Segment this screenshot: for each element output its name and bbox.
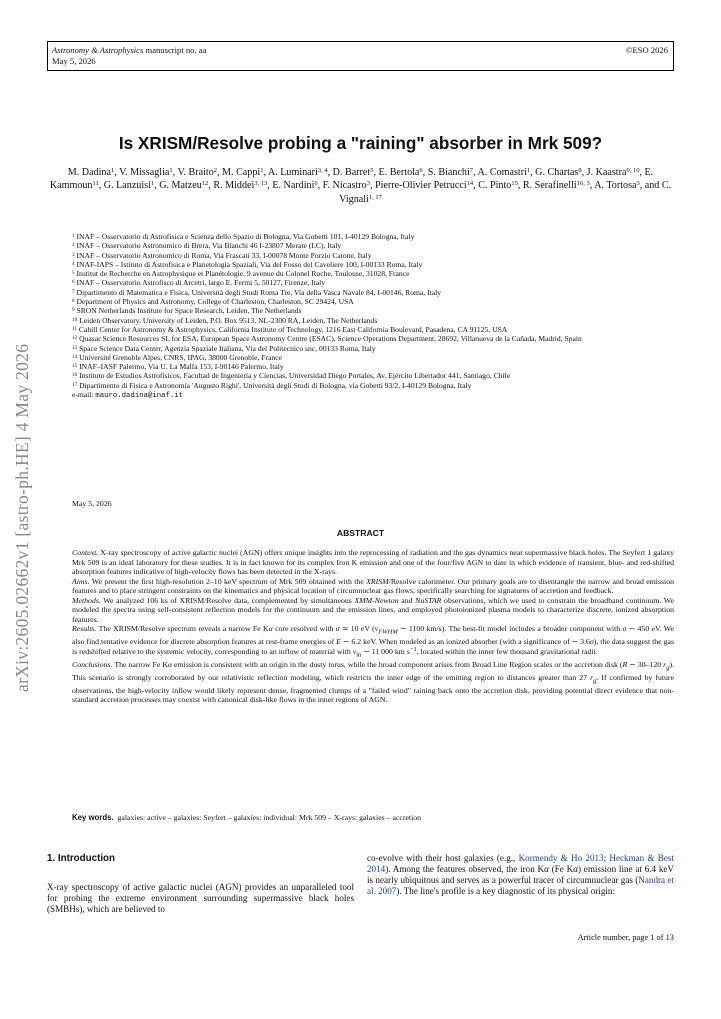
affiliation-item <box>72 362 674 371</box>
affiliation-text: Leiden Observatory, University of Leiden, P.O. Box 9513, NL-2300 RA, Leiden, The Netherlands <box>77 315 378 325</box>
email-line <box>72 390 674 401</box>
section-heading: 1. Introduction <box>47 853 116 864</box>
affiliation-number: 2 <box>72 242 75 249</box>
affiliation-text: INAF – Osservatorio Astronomico di Roma, Via Frascati 33, I-00078 Monte Porzio Catone, Italy <box>74 250 372 260</box>
affiliation-number: 1 <box>72 233 75 239</box>
paper-title: Is XRISM/Resolve probing a "raining" absorber in Mrk 509? <box>118 133 603 153</box>
keywords-label: Key words. <box>72 813 114 822</box>
email-label: e-mail: <box>72 390 96 400</box>
affiliation-number: 9 <box>72 307 75 314</box>
intro-column-left <box>47 882 354 915</box>
affiliation-text: Quasar Science Resources SL for ESA, European Space Astronomy Centre (ESAC), Science Operations Department, 28692, Villanueva de la Cañada, Madrid, Spain <box>77 334 582 344</box>
abstract-text: We present the first high-resolution 2–10 keV spectrum of Mrk 509 obtained with the XRISM/Resolve calorimeter. Our primary goals are to disentangle the narrow and broad emission features and to place stringent constraints on the kinematics and physical location of circumnuclear gas flows, specifically searching for signatures of accretion and feedback. <box>72 576 674 595</box>
affiliation-text: INAF–IASF Palermo, Via U. La Malfa 153, I-90146 Palermo, Italy <box>77 362 284 372</box>
affiliation-number: 4 <box>72 260 75 267</box>
affiliation-item <box>72 334 674 343</box>
affiliation-text: Institut de Recherche en Astrophysique et Planétologie, 9 avenue du Colonel Roche, Toulouse, 31028, France <box>74 269 410 279</box>
affiliation-text: Dipartimento di Fisica e Astronomia 'Augusto Righi', Università degli Studi di Bologna, via Gobetti 93/2, I-40129 Bologna, Italy <box>77 380 472 390</box>
affiliation-number: 3 <box>72 251 75 258</box>
affiliation-text: Department of Physics and Astronomy, College of Charleston, Charleston, SC 29424, USA <box>74 297 354 307</box>
arxiv-stamp: arXiv:2605.02662v1 [astro-ph.HE] 4 May 2026 <box>12 343 32 692</box>
abstract-label: Methods. <box>72 595 101 605</box>
affiliation-item <box>72 241 674 250</box>
abstract-label: Conclusions. <box>72 659 113 669</box>
journal-name: Astronomy & Astrophysics <box>52 45 144 55</box>
affiliation-text: Dipartimento di Matematica e Fisica, Università degli Studi Roma Tre, Via della Vasca Navale 84, I-00146, Roma, Italy <box>74 287 442 297</box>
affiliation-item <box>72 269 674 278</box>
abstract <box>72 548 674 705</box>
affiliation-item <box>72 344 674 353</box>
running-header <box>47 41 674 71</box>
abstract-text: We analyzed 106 ks of XRISM/Resolve data, complemented by simultaneous XMM-Newton and NuSTAR observations, which we used to constrain the broadband continuum. We modeled the spectra using self-consistent reflection models for the continuum and the emission lines, and employed photoionized plasma models to characterize discrete, ionized absorption features. <box>72 595 674 624</box>
affiliation-number: 17 <box>72 381 78 388</box>
intro-column-right <box>367 853 674 897</box>
abstract-text: The narrow Fe Kα emission is consistent with an origin in the dusty torus, while the broad component arises from Broad Line Region scales or the accretion disk (R ∼ 30–120 $r_g$). This scenario is strongly corroborated by our relativistic reflection modeling, which restricts the inner edge of the emitting region to distances greater than 27 $r_g$. If confirmed by future observations, the high-velocity inflow would likely represent dense, fragmented clumps of a "failed wind" raining back onto the accretion disk, providing potential direct evidence that non-standard accretion processes may coexist with canonical disk-like flows in the inner regions of AGN. <box>72 659 674 705</box>
journal-rest: manuscript no. aa <box>145 45 207 55</box>
date-received: May 5, 2026 <box>72 499 112 508</box>
email-address[interactable]: mauro.dadina@inaf.it <box>95 392 183 401</box>
affiliation-item <box>72 297 674 306</box>
abstract-label: Results. <box>72 624 97 633</box>
abstract-text: The XRISM/Resolve spectrum reveals a narrow Fe Kα core resolved with σ ≃ 10 eV ($v_{FWHM}$ ∼ 1100 km/s). The best-fit model includes a broader component with σ ∼ 450 eV. We also find tentative evidence for discrete absorption features at rest-frame energies of E ∼ 6.2 keV. When modeled as an ionized absorber (with a significance of ∼ 3.6σ), the data suggest the gas is redshifted relative to the systemic velocity, corresponding to an inflow of material with $v_{in}$ ∼ 11 000 km $s^{-1}$, located within the inner few thousand gravitational radii. <box>72 624 674 659</box>
page-footer: Article number, page 1 of 13 <box>577 933 674 942</box>
affiliation-item <box>72 353 674 362</box>
affiliation-number: 8 <box>72 298 75 305</box>
affiliation-text: SRON Netherlands Institute for Space Research, Leiden, The Netherlands <box>74 306 302 316</box>
affiliation-text: INAF-IAPS – Istituto di Astrofisica e Planetologia Spaziali, Via del Fosso del Caveliere 100, I-00133 Roma, Italy <box>74 259 423 269</box>
intro-paragraph-right: co-evolve with their host galaxies (e.g., Kormendy & Ho 2013; Heckman & Best 2014). Among the features observed, the iron Kα (Fe Kα) emission line at 6.4 keV is nearly ubiquitous and serves as a powerful tracer of circumnuclear gas (Nandra et al. 2007). The line's profile is a key diagnostic of its physical origin: <box>367 853 674 897</box>
header-date: May 5, 2026 <box>52 56 96 66</box>
affiliation-text: Space Science Data Center, Agenzia Spaziale Italiana, Via del Politecnico snc, 00133 Roma, Italy <box>77 343 376 353</box>
affiliation-number: 5 <box>72 270 75 277</box>
affiliation-number: 6 <box>72 279 75 286</box>
affiliation-number: 16 <box>72 372 78 379</box>
affiliation-item <box>72 260 674 269</box>
affiliation-text: INAF – Osservatorio Astrofisco di Arcetri, largo E. Fermi 5, 50127, Firenze, Italy <box>74 278 326 288</box>
affiliation-number: 13 <box>72 344 78 351</box>
journal-line <box>52 45 669 56</box>
abstract-heading: ABSTRACT <box>336 528 385 538</box>
abstract-paragraph <box>72 577 674 596</box>
affiliation-text: INAF – Osservatorio di Astrofisica e Scienza dello Spazio di Bologna, Via Gobetti 101, I-40129 Bologna, Italy <box>74 232 415 241</box>
affiliation-item <box>72 232 674 241</box>
affiliation-item <box>72 288 674 297</box>
affiliation-text: Université Grenoble Alpes, CNRS, IPAG, 38000 Grenoble, France <box>77 352 282 362</box>
affiliation-number: 11 <box>72 325 77 332</box>
affiliation-text: INAF – Osservatorio Astronomico di Brera, Via Bianchi 46 I-23807 Merate (LC), Italy <box>74 241 342 251</box>
keywords <box>72 813 674 822</box>
affiliation-item <box>72 278 674 287</box>
affiliation-text: Cahill Center for Astronomy & Astrophysics, California Institute of Technology, 1216 East California Boulevard, Pasadena, CA 91125, USA <box>77 324 508 334</box>
affiliations <box>72 232 674 401</box>
abstract-paragraph <box>72 596 674 625</box>
affiliation-item <box>72 371 674 380</box>
abstract-paragraph <box>72 548 674 577</box>
keywords-text: galaxies: active – galaxies: Seyfert – galaxies: individual: Mrk 509 – X-rays: galaxies – accretion <box>117 813 422 822</box>
affiliation-text: Instituto de Estudios Astrofísicos, Facultad de Ingeniería y Ciencias, Universidad Diego Portales, Av. Ejército Libertador 441, Santiago, Chile <box>77 371 511 381</box>
affiliation-item <box>72 381 674 390</box>
abstract-paragraph <box>72 624 674 660</box>
affiliation-number: 7 <box>72 288 75 295</box>
abstract-label: Aims. <box>72 576 90 586</box>
intro-paragraph-left: X-ray spectroscopy of active galactic nuclei (AGN) provides an unparalleled tool for probing the extreme environment surrounding supermassive black holes (SMBHs), which are believed to <box>47 882 354 915</box>
affiliation-number: 14 <box>72 353 78 360</box>
affiliation-item <box>72 306 674 315</box>
affiliation-number: 10 <box>72 316 78 323</box>
affiliation-item <box>72 316 674 325</box>
author-list: M. Dadina$^1$, V. Missaglia$^1$, V. Braito$^2$, M. Cappi$^1$, A. Luminari$^{3, 4}$, D. Barret$^5$, E. Bertola$^6$, S. Bianchi$^7$, A. Comastri$^1$, G. Chartas$^8$, J. Kaastra$^{9, 10}$, E. Kammoun$^{11}$, G. Lanzuisi$^1$, G. Matzeu$^{12}$, R. Middei$^{3, 13}$, E. Nardini$^6$, F. Nicastro$^3$, Pierre-Olivier Petrucci$^{14}$, C. Pinto$^{15}$, R. Serafinelli$^{16, 3}$, A. Tortosa$^3$, and C. Vignali$^{1, 17}$ <box>49 167 672 205</box>
abstract-paragraph <box>72 660 674 705</box>
copyright: ©ESO 2026 <box>625 45 668 55</box>
abstract-label: Context. <box>72 548 99 557</box>
abstract-text: X-ray spectroscopy of active galactic nuclei (AGN) offers unique insights into the reprocessing of radiation and the gas dynamics near supermassive black holes. The Seyfert 1 galaxy Mrk 509 is an ideal laboratory for these studies. It is in fact known for its complex Iron K emission and one of the four/five AGN to date in which evidence of transient, blue- and red-shifted absorption features indicative of high-velocity flows has been detected in the X-rays. <box>72 548 674 576</box>
affiliation-item <box>72 325 674 334</box>
affiliation-number: 15 <box>72 363 78 370</box>
affiliation-number: 12 <box>72 335 78 342</box>
affiliation-item <box>72 251 674 260</box>
